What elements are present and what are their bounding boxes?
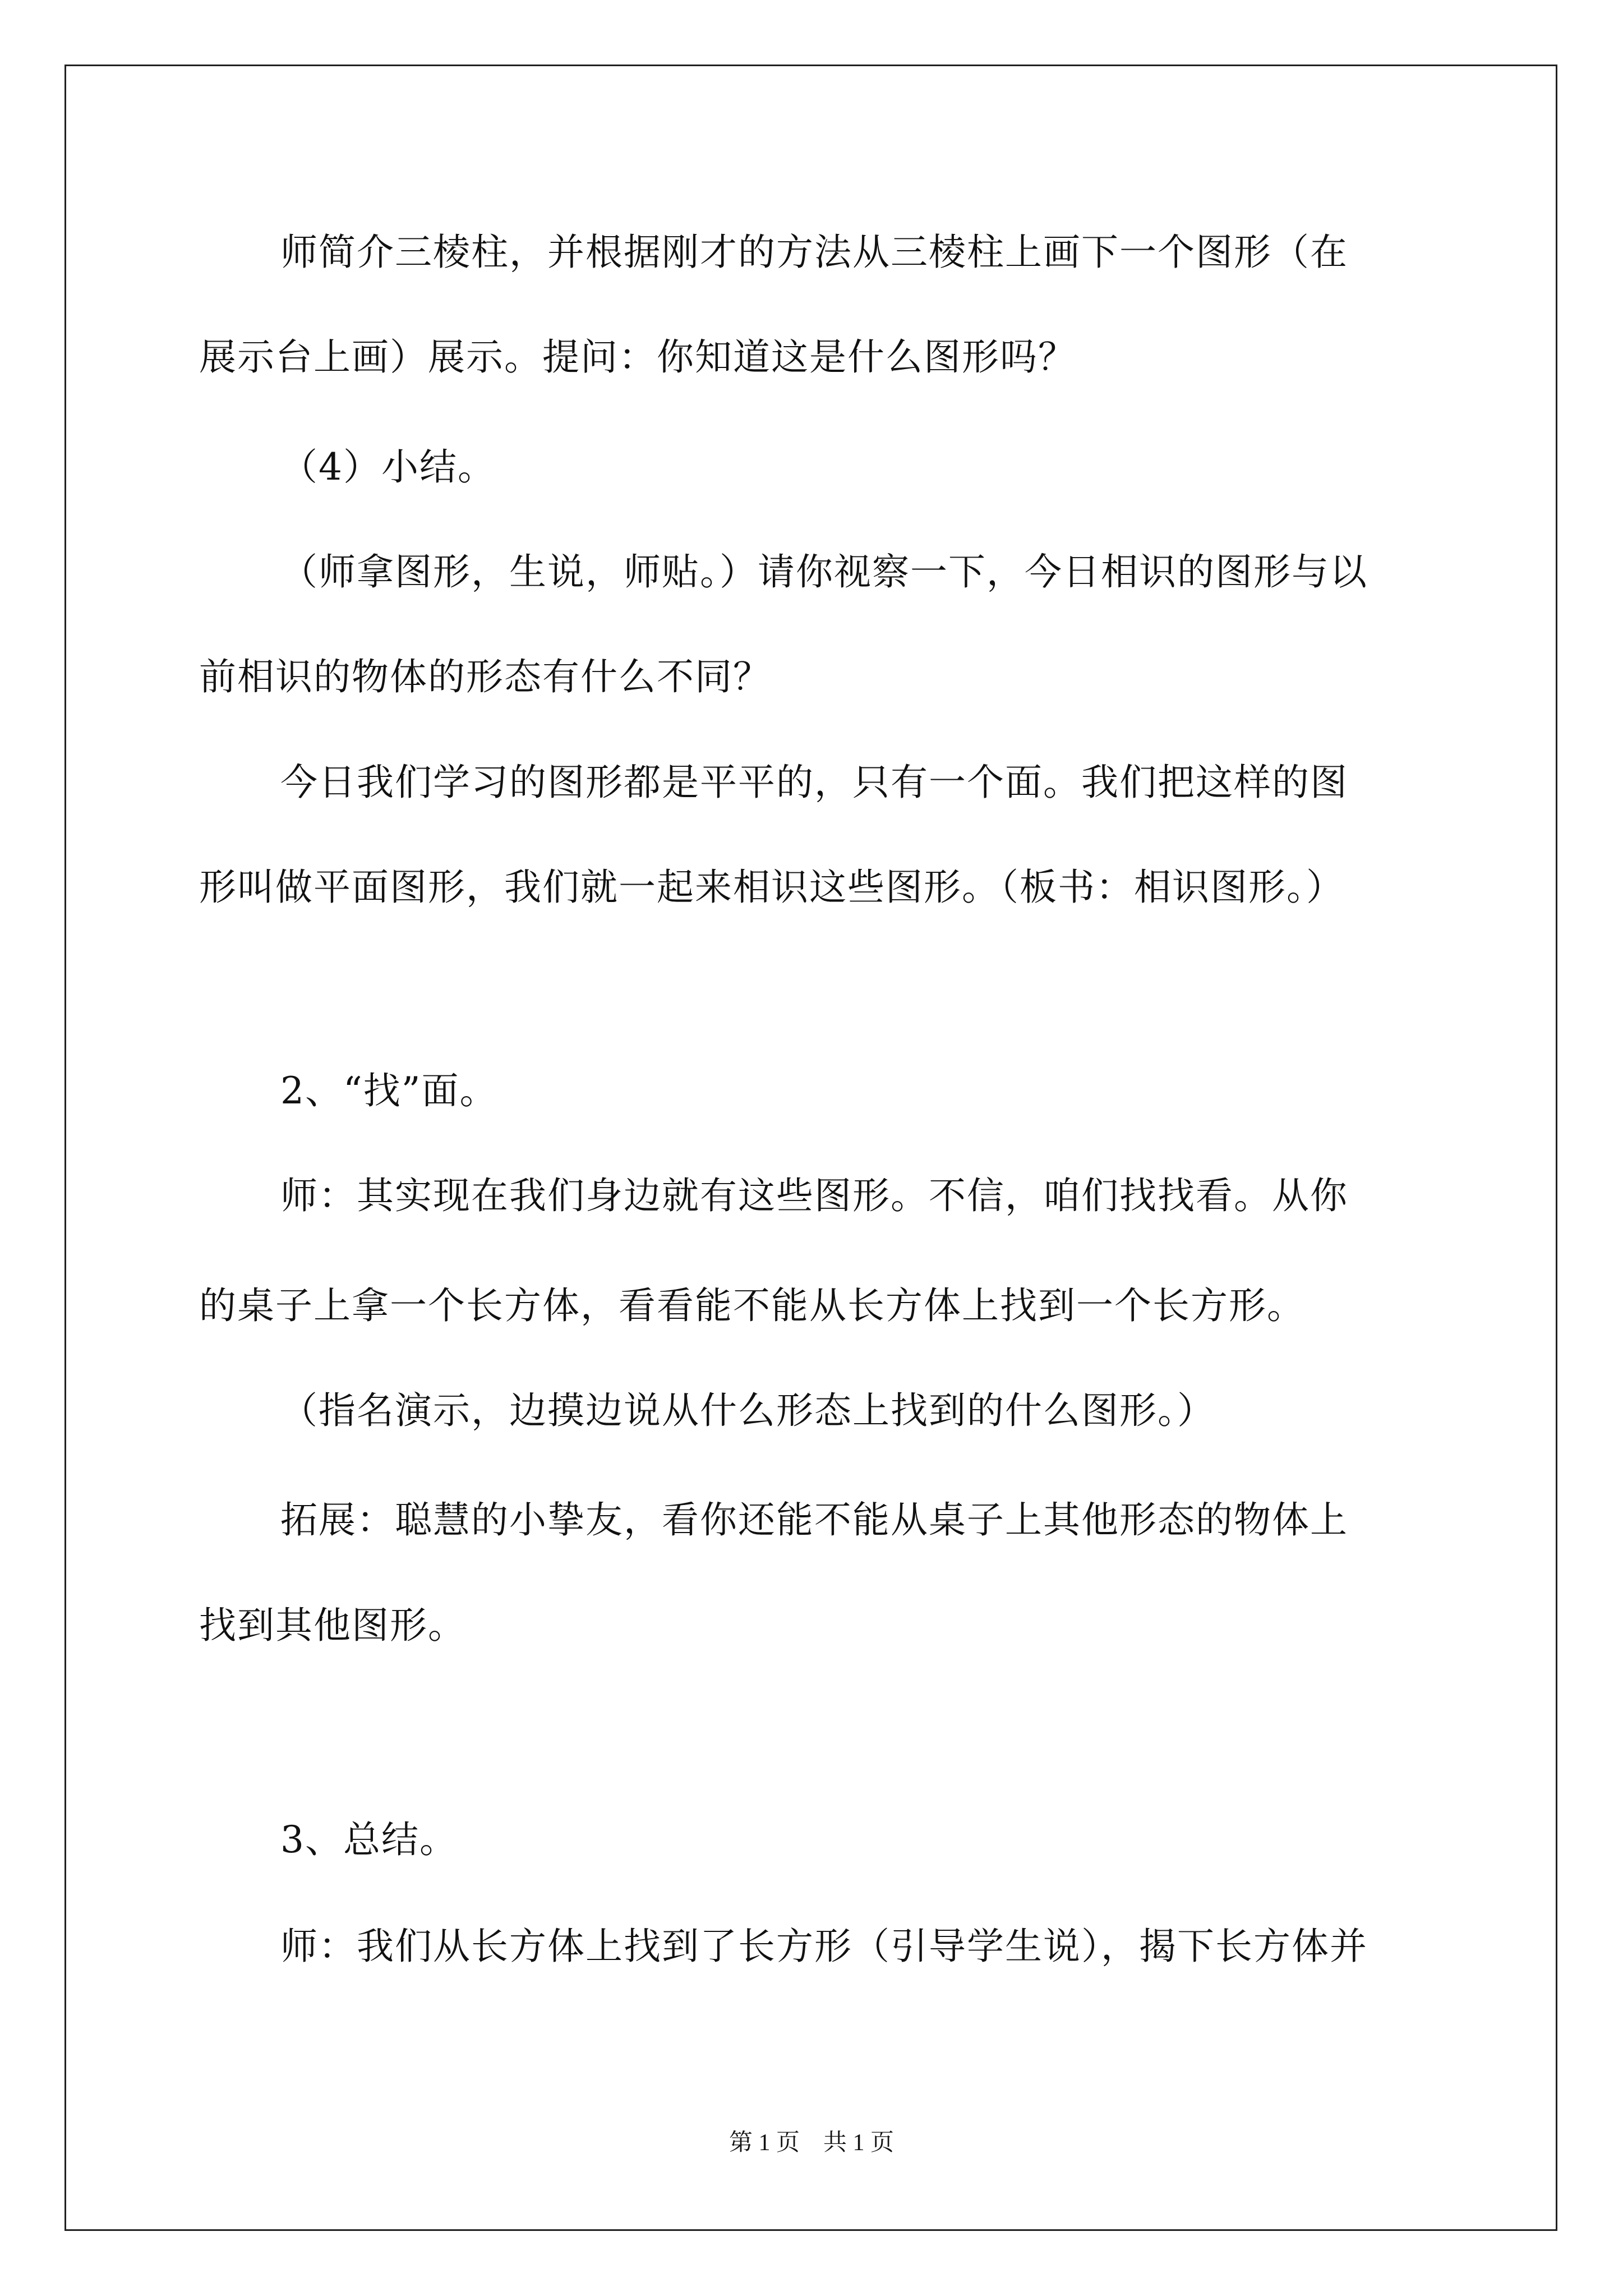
text-line: 师：其实现在我们身边就有这些图形。不信，咱们找找看。从你	[280, 1174, 1348, 1217]
text-line: （指名演示，边摸边说从什么形态上找到的什么图形。）	[280, 1389, 1215, 1432]
page-border	[64, 65, 1557, 2231]
text-line: （4）小结。	[280, 445, 496, 489]
section-heading: 3、总结。	[280, 1818, 458, 1861]
text-line: 今日我们学习的图形都是平平的，只有一个面。我们把这样的图	[280, 761, 1348, 804]
text-line: 找到其他图形。	[199, 1604, 466, 1647]
text-line: 前相识的物体的形态有什么不同？	[199, 655, 771, 698]
text-line: 师：我们从长方体上找到了长方形（引导学生说），揭下长方体并	[280, 1925, 1368, 1968]
text-line: 的桌子上拿一个长方体，看看能不能从长方体上找到一个长方形。	[199, 1284, 1305, 1327]
text-line: 形叫做平面图形，我们就一起来相识这些图形。（板书：相识图形。）	[199, 866, 1344, 909]
text-line: 展示台上画）展示。提问：你知道这是什么图形吗？	[199, 335, 1076, 379]
page-number: 第 1 页	[728, 2130, 800, 2156]
page-footer	[0, 2129, 1623, 2157]
text-line: 拓展：聪慧的小挚友，看你还能不能从桌子上其他形态的物体上	[280, 1498, 1348, 1542]
text-line: 师简介三棱柱，并根据刚才的方法从三棱柱上画下一个图形（在	[280, 231, 1348, 274]
page-total: 共 1 页	[823, 2130, 895, 2156]
section-heading: 2、“找”面。	[280, 1069, 498, 1112]
text-line: （师拿图形，生说，师贴。）请你视察一下，今日相识的图形与以	[280, 550, 1368, 593]
